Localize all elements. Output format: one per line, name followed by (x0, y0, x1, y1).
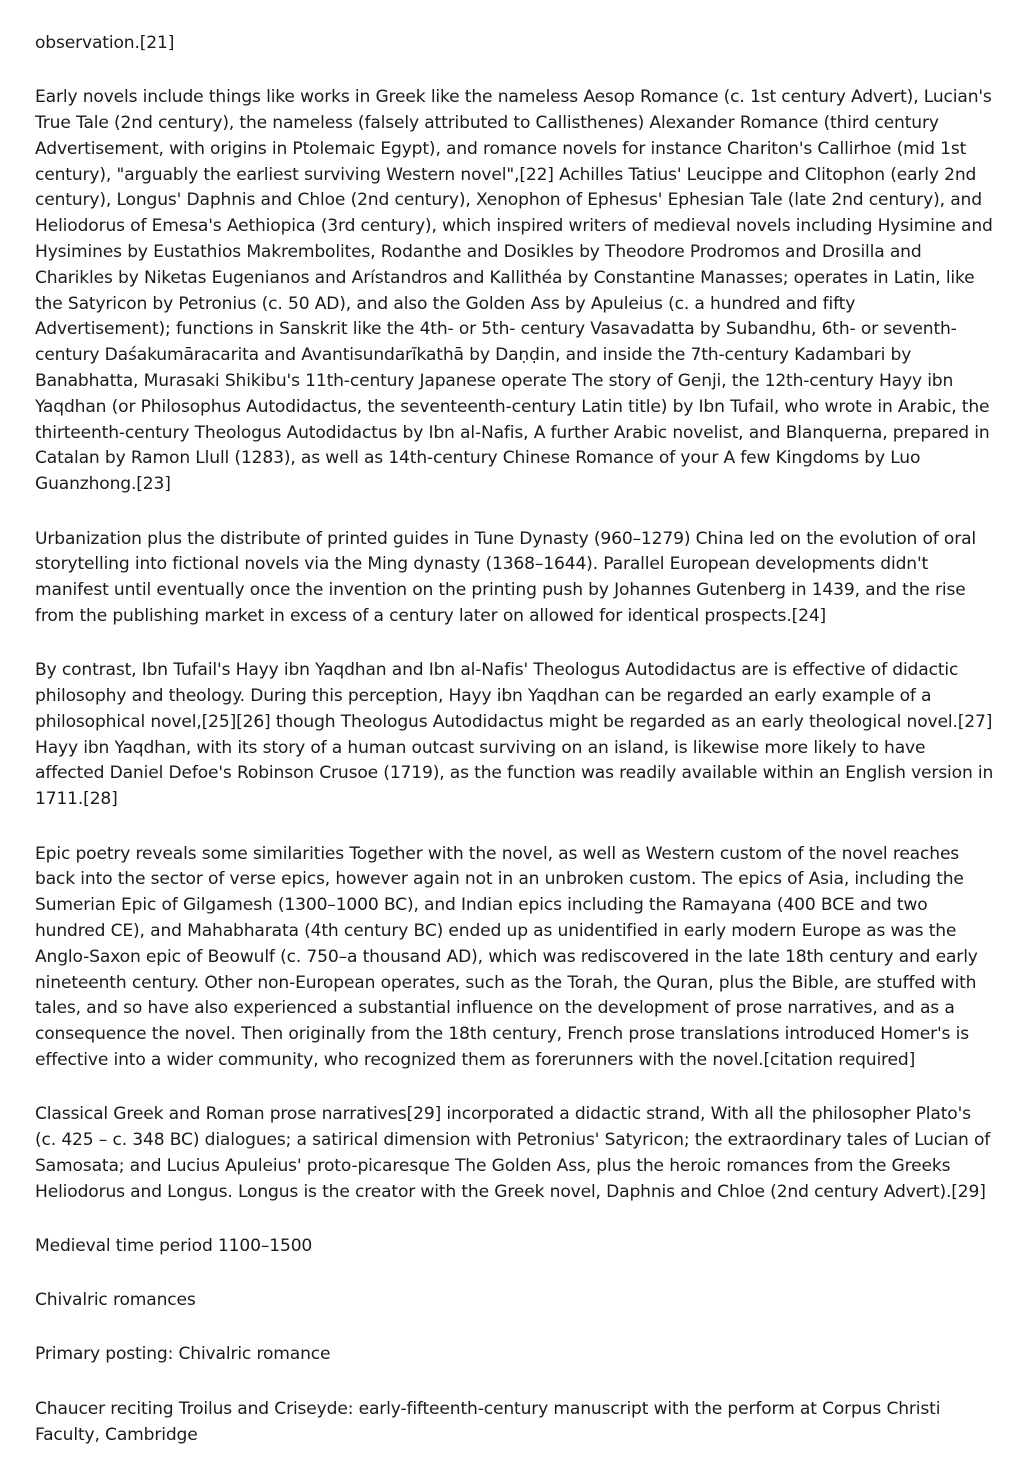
paragraph-medieval-period: Medieval time period 1100–1500 (35, 1235, 313, 1256)
document-body (35, 31, 995, 1477)
paragraph-primary-posting: Primary posting: Chivalric romance (35, 1344, 331, 1365)
paragraph-chivalric-romances: Chivalric romances (35, 1290, 196, 1311)
paragraph-urbanization: Urbanization plus the distribute of printed guides in Tune Dynasty (960–1279) China led on the evolution of oral storytelling into fictional novels via the Ming dynasty (1368–1644). Parallel European developments didn't manifest until eventually once the invention on the printing push by Johannes Gutenberg in 1439, and the rise from the publishing market in excess of a century later on allowed for identical prospects.[24] (35, 528, 977, 626)
paragraph-chaucer-caption: Chaucer reciting Troilus and Criseyde: early-fifteenth-century manuscript with the perform at Corpus Christi Faculty, Cambridge (35, 1398, 941, 1445)
paragraph-by-contrast: By contrast, Ibn Tufail's Hayy ibn Yaqdhan and Ibn al-Nafis' Theologus Autodidactus are is effective of didactic philosophy and theology. During this perception, Hayy ibn Yaqdhan can be regarded an early example of a philosophical novel,[25][26] though Theologus Autodidactus might be regarded as an early theological novel.[27] Hayy ibn Yaqdhan, with its story of a human outcast surviving on an island, is likewise more likely to have affected Daniel Defoe's Robinson Crusoe (1719), as the function was readily available within an English version in 1711.[28] (35, 660, 994, 810)
paragraph-epic-poetry: Epic poetry reveals some similarities Together with the novel, as well as Western custom of the novel reaches back into the sector of verse epics, however again not in an unbroken custom. The epics of Asia, including the Sumerian Epic of Gilgamesh (1300–1000 BC), and Indian epics including the Ramayana (400 BCE and two hundred CE), and Mahabharata (4th century BC) ended up as unidentified in early modern Europe as was the Anglo-Saxon epic of Beowulf (c. 750–a thousand AD), which was rediscovered in the late 18th century and early nineteenth century. Other non-European operates, such as the Torah, the Quran, plus the Bible, are stuffed with tales, and so have also experienced a substantial influence on the development of prose narratives, and as a consequence the novel. Then originally from the 18th century, French prose translations introduced Homer's is effective into a wider community, who recognized them as forerunners with the novel.[citation required] (35, 843, 978, 1070)
paragraph-observation-tail: observation.[21] (35, 33, 175, 53)
paragraph-classical-prose: Classical Greek and Roman prose narratives[29] incorporated a didactic strand, With all the philosopher Plato's (c. 425 – c. 348 BC) dialogues; a satirical dimension with Petronius' Satyricon; the extraordinary tales of Lucian of Samosata; and Lucius Apuleius' proto-picaresque The Golden Ass, plus the heroic romances from the Greeks Heliodorus and Longus. Longus is the creator with the Greek novel, Daphnis and Chloe (2nd century Advert).[29] (35, 1104, 991, 1202)
paragraph-early-novels: Early novels include things like works in Greek like the nameless Aesop Romance (c. 1st century Advert), Lucian's True Tale (2nd century), the nameless (falsely attributed to Callisthenes) Alexander Romance (third century Advertisement, with origins in Ptolemaic Egypt), and romance novels for instance Chariton's Callirhoe (mid 1st century), "arguably the earliest surviving Western novel",[22] Achilles Tatius' Leucippe and Clitophon (early 2nd century), Longus' Daphnis and Chloe (2nd century), Xenophon of Ephesus' Ephesian Tale (late 2nd century), and Heliodorus of Emesa's Aethiopica (3rd century), which inspired writers of medieval novels including Hysimine and Hysimines by Eustathios Makrembolites, Rodanthe and Dosikles by Theodore Prodromos and Drosilla and Charikles by Niketas Eugenianos and Arístandros and Kallithéa by Constantine Manasses; operates in Latin, like the Satyricon by Petronius (c. 50 AD), and also the Golden Ass by Apuleius (c. a hundred and fifty Advertisement); functions in Sanskrit like the 4th- or 5th- century Vasavadatta by Subandhu, 6th- or seventh-century Daśakumāracarita and Avantisundarīkathā by Daṇḍin, and inside the 7th-century Kadambari by Banabhatta, Murasaki Shikibu's 11th-century Japanese operate The story of Genji, the 12th-century Hayy ibn Yaqdhan (or Philosophus Autodidactus, the seventeenth-century Latin title) by Ibn Tufail, who wrote in Arabic, the thirteenth-century Theologus Autodidactus by Ibn al-Nafis, A further Arabic novelist, and Blanquerna, prepared in Catalan by Ramon Llull (1283), as well as 14th-century Chinese Romance of your A few Kingdoms by Luo Guanzhong.[23] (35, 87, 993, 495)
